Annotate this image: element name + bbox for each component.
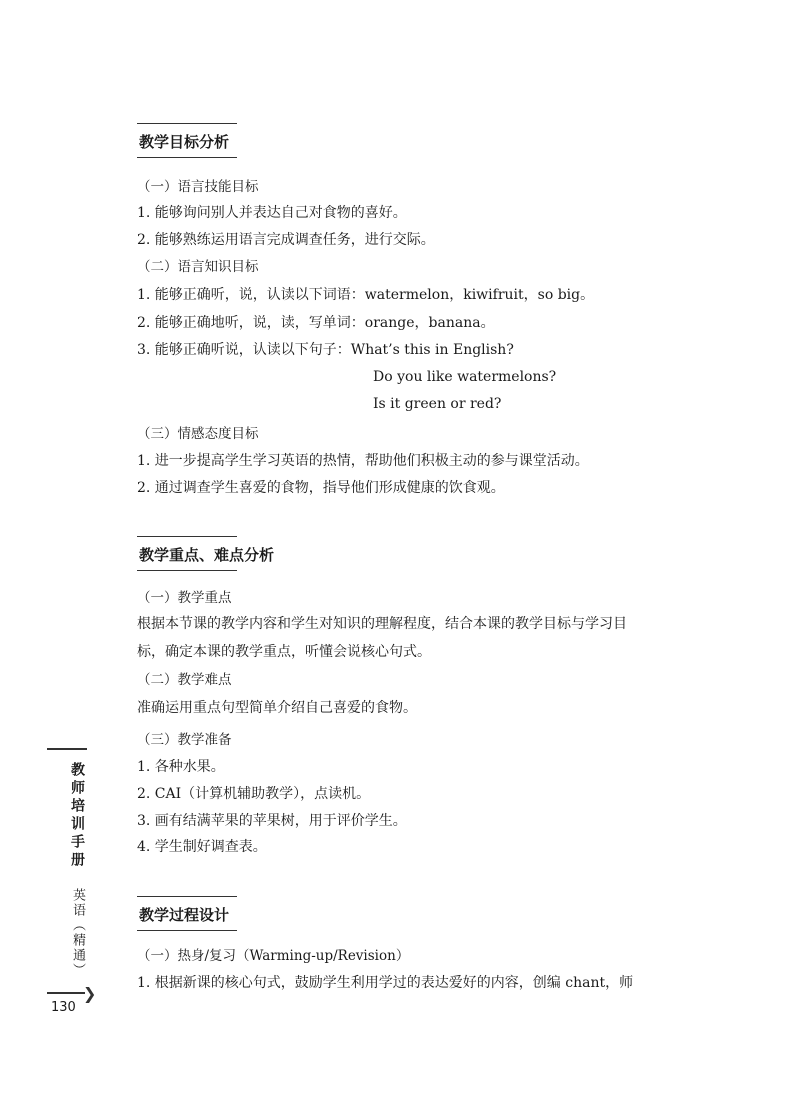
subheading-warmup: （一）热身/复习（Warming-up/Revision） — [137, 948, 410, 964]
header-rule-bottom — [137, 570, 237, 571]
paragraph-line: 准确运用重点句型简单介绍自己喜爱的食物。 — [137, 700, 417, 716]
side-tab — [47, 748, 97, 1018]
subheading-difficulties: （二）教学难点 — [137, 672, 232, 688]
list-item: 1. 根据新课的核心句式，鼓励学生利用学过的表达爱好的内容，创编 chant，师 — [137, 975, 634, 991]
side-tab-rule-bottom — [47, 992, 85, 994]
section-title: 教学过程设计 — [139, 906, 230, 924]
header-rule-top — [137, 123, 237, 124]
sentence-example: Is it green or red? — [373, 396, 502, 412]
header-rule-bottom — [137, 930, 237, 931]
list-item: 2. CAI（计算机辅助教学），点读机。 — [137, 786, 371, 802]
page-number: 130 — [51, 1000, 76, 1015]
list-item: 1. 能够询问别人并表达自己对食物的喜好。 — [137, 205, 407, 221]
list-item: 1. 进一步提高学生学习英语的热情，帮助他们积极主动的参与课堂活动。 — [137, 453, 589, 469]
header-rule-top — [137, 536, 237, 537]
list-item: 3. 能够正确听说，认读以下句子：What’s this in English? — [137, 342, 514, 358]
list-item: 1. 各种水果。 — [137, 759, 225, 775]
section-title: 教学重点、难点分析 — [139, 546, 275, 564]
subject-vertical: 英语（精通） — [70, 888, 85, 978]
paragraph-line: 标，确定本课的教学重点，听懂会说核心句式。 — [137, 644, 431, 660]
subheading-language-skills: （一）语言技能目标 — [137, 179, 259, 195]
subheading-affective: （三）情感态度目标 — [137, 426, 259, 442]
list-item: 2. 能够正确地听，说，读，写单词：orange，banana。 — [137, 315, 495, 331]
list-item: 1. 能够正确听，说，认读以下词语：watermelon，kiwifruit，so big。 — [137, 287, 595, 303]
chevron-right-icon: ❯ — [83, 984, 97, 1003]
subheading-preparation: （三）教学准备 — [137, 732, 232, 748]
header-rule-top — [137, 896, 237, 897]
subheading-language-knowledge: （二）语言知识目标 — [137, 259, 259, 275]
list-item: 2. 能够熟练运用语言完成调查任务，进行交际。 — [137, 232, 435, 248]
list-item: 3. 画有结满苹果的苹果树，用于评价学生。 — [137, 813, 407, 829]
sentence-example: Do you like watermelons? — [373, 369, 557, 385]
subheading-key-points: （一）教学重点 — [137, 590, 232, 606]
book-title-vertical: 教师培训手册 — [69, 762, 85, 870]
list-item: 2. 通过调查学生喜爱的食物，指导他们形成健康的饮食观。 — [137, 480, 505, 496]
section-title: 教学目标分析 — [139, 133, 230, 151]
list-item: 4. 学生制好调查表。 — [137, 839, 267, 855]
side-tab-rule-top — [47, 748, 87, 750]
header-rule-bottom — [137, 157, 237, 158]
paragraph-line: 根据本节课的教学内容和学生对知识的理解程度，结合本课的教学目标与学习目 — [137, 616, 627, 632]
